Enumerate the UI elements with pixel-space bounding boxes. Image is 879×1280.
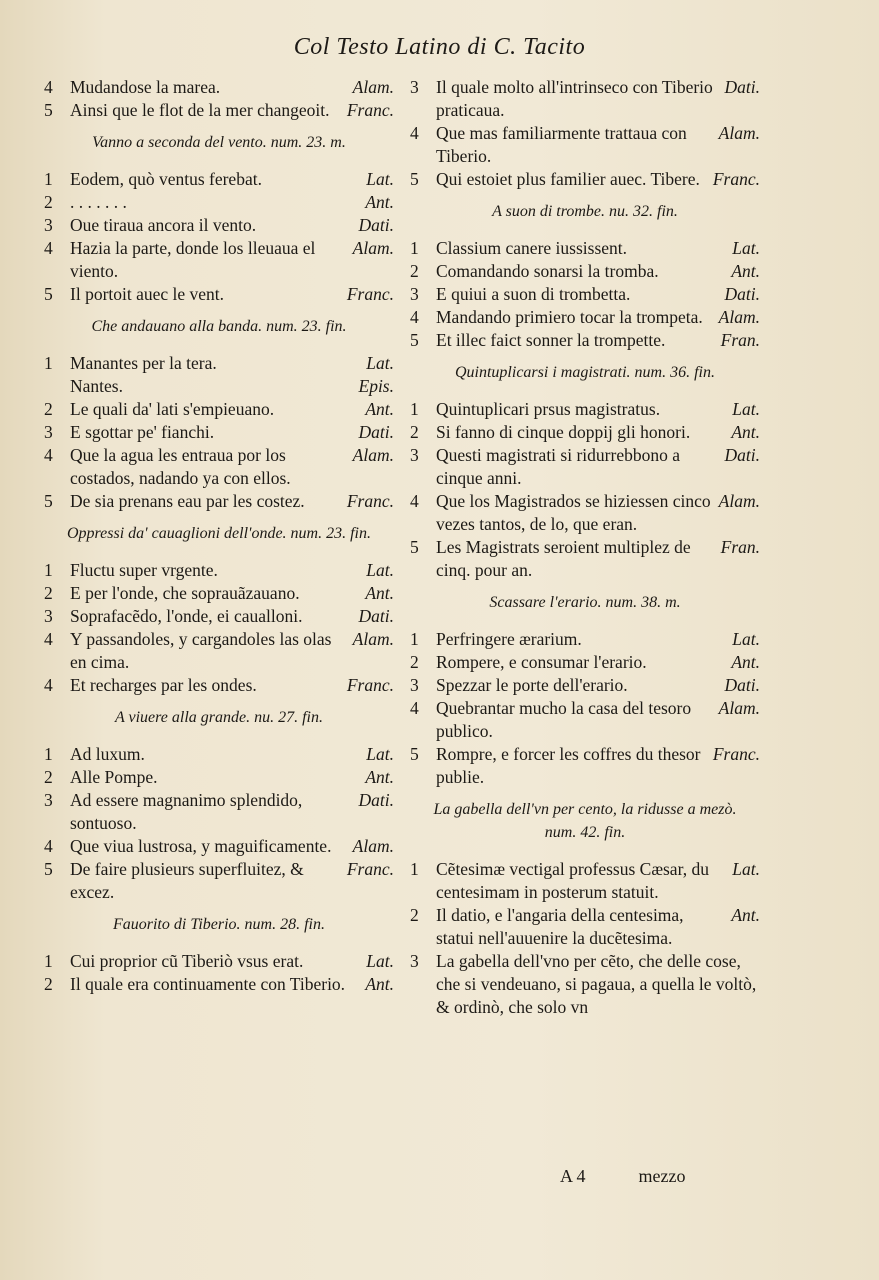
translation-entry: [410, 260, 760, 283]
entry-text: De sia prenans eau par les costez.: [70, 491, 305, 511]
section-heading: A viuere alla grande. nu. 27. fin.: [115, 709, 323, 726]
translation-entry: [44, 766, 394, 789]
translation-entry: [44, 99, 394, 122]
section-heading: Scassare l'erario. num. 38. m.: [489, 594, 681, 611]
translation-entry: [44, 789, 394, 835]
translation-entry: [44, 352, 394, 375]
entry-number: 4: [410, 491, 419, 511]
translation-entry: [44, 421, 394, 444]
source-tag: Franc.: [346, 100, 394, 120]
entry-text: E per l'onde, che soprauãzauano.: [70, 583, 300, 603]
entry-text: Quebrantar mucho la casa del tesoro publico.: [436, 698, 692, 741]
section-heading: A suon di trombe. nu. 32. fin.: [492, 203, 678, 220]
translation-entry: [44, 605, 394, 628]
entry-number: 3: [44, 606, 53, 626]
translation-entry: [44, 835, 394, 858]
catchword: mezzo: [638, 1166, 686, 1186]
section-heading: Oppressi da' cauaglioni dell'onde. num. 23. fin.: [66, 525, 371, 542]
entry-number: 5: [410, 537, 419, 557]
entry-text: Il portoit auec le vent.: [70, 284, 225, 304]
entry-text: Le quali da' lati s'empieuano.: [70, 399, 275, 419]
entry-text: Les Magistrats seroient multiplez de cinq. pour an.: [436, 537, 691, 580]
section-heading: Fauorito di Tiberio. num. 28. fin.: [112, 916, 325, 933]
translation-entry: [410, 237, 760, 260]
section-heading: Vanno a seconda del vento. num. 23. m.: [92, 134, 346, 151]
entry-number: 2: [44, 583, 53, 603]
entry-number: 4: [44, 238, 53, 258]
entry-number: 2: [44, 399, 53, 419]
entry-text: Perfringere ærarium.: [436, 629, 582, 649]
source-tag: Dati.: [358, 606, 394, 626]
source-tag: Lat.: [732, 399, 760, 419]
translation-entry: [410, 306, 760, 329]
section-heading: Quintuplicarsi i magistrati. num. 36. fin.: [454, 364, 715, 381]
entry-number: 5: [44, 284, 53, 304]
entry-number: 1: [44, 951, 53, 971]
entry-number: 2: [410, 652, 419, 672]
entry-text: Alle Pompe.: [70, 767, 158, 787]
translation-entry: [44, 444, 394, 490]
translation-entry: [410, 628, 760, 651]
translation-entry: [410, 858, 760, 904]
entry-text: Rompere, e consumar l'erario.: [436, 652, 647, 672]
source-tag: Alam.: [718, 491, 760, 511]
entry-number: 4: [410, 698, 419, 718]
source-tag: Lat.: [366, 744, 394, 764]
entry-text: . . . . . . .: [70, 192, 127, 212]
source-tag: Franc.: [346, 675, 394, 695]
entry-text: Y passandoles, y cargandoles las olas en cima.: [70, 629, 332, 672]
source-tag: Alam.: [352, 836, 394, 856]
entry-text: Il datio, e l'angaria della centesima, statui nell'auuenire la ducẽtesima.: [436, 905, 684, 948]
translation-entry: [410, 490, 760, 536]
entry-number: 5: [410, 330, 419, 350]
entry-number: 2: [44, 974, 53, 994]
translation-entry: [410, 421, 760, 444]
entry-text: Hazia la parte, donde los lleuaua el viento.: [70, 238, 316, 281]
translation-entry: [410, 904, 760, 950]
translation-entry: [410, 651, 760, 674]
source-tag: Franc.: [346, 859, 394, 879]
entry-text: Ad essere magnanimo splendido, sontuoso.: [70, 790, 303, 833]
source-tag: Franc.: [346, 491, 394, 511]
entry-number: 3: [44, 790, 53, 810]
source-tag: Alam.: [718, 307, 760, 327]
source-tag: Dati.: [724, 284, 760, 304]
translation-entry: [44, 950, 394, 973]
entry-number: 3: [410, 77, 419, 97]
entry-number: 3: [410, 445, 419, 465]
section-heading: La gabella dell'vn per cento, la ridusse a mezò. num. 42. fin.: [433, 801, 737, 841]
translation-entry: [44, 674, 394, 697]
entry-number: 4: [44, 675, 53, 695]
source-tag: Lat.: [732, 859, 760, 879]
translation-entry: [44, 76, 394, 99]
source-tag: Franc.: [712, 744, 760, 764]
entry-text: Fluctu super vrgente.: [70, 560, 218, 580]
translation-entry: [44, 973, 394, 996]
source-tag: Lat.: [732, 238, 760, 258]
source-tag: Dati.: [724, 675, 760, 695]
entry-text: Et illec faict sonner la trompette.: [436, 330, 666, 350]
source-tag: Dati.: [358, 790, 394, 810]
translation-entry: [410, 950, 760, 1019]
entry-text: E quiui a suon di trombetta.: [436, 284, 631, 304]
source-tag: Ant.: [731, 261, 760, 281]
translation-entry: [44, 375, 394, 398]
source-tag: Lat.: [732, 629, 760, 649]
entry-text: Rompre, e forcer les coffres du thesor publie.: [436, 744, 701, 787]
source-tag: Lat.: [366, 951, 394, 971]
entry-number: 4: [44, 629, 53, 649]
entry-text: Que mas familiarmente trattaua con Tiberio.: [436, 123, 687, 166]
entry-number: 4: [410, 123, 419, 143]
entry-text: Mudandose la marea.: [70, 77, 221, 97]
source-tag: Dati.: [724, 77, 760, 97]
entry-text: Cẽtesimæ vectigal professus Cæsar, du centesimam in posterum statuit.: [436, 859, 709, 902]
translation-entry: [410, 168, 760, 191]
source-tag: Alam.: [352, 238, 394, 258]
entry-text: Soprafacẽdo, l'onde, ei caualloni.: [70, 606, 303, 626]
entry-number: 4: [44, 445, 53, 465]
entry-text: E sgottar pe' fianchi.: [70, 422, 215, 442]
entry-number: 1: [410, 629, 419, 649]
entry-number: 5: [44, 859, 53, 879]
source-tag: Alam.: [352, 77, 394, 97]
translation-entry: [44, 283, 394, 306]
entry-number: 4: [44, 77, 53, 97]
entry-text: Qui estoiet plus familier auec. Tibere.: [436, 169, 700, 189]
source-tag: Dati.: [358, 215, 394, 235]
source-tag: Alam.: [352, 629, 394, 649]
entry-text: Si fanno di cinque doppij gli honori.: [436, 422, 691, 442]
entry-number: 1: [44, 560, 53, 580]
entry-text: Ainsi que le flot de la mer changeoit.: [70, 100, 330, 120]
translation-entry: [410, 536, 760, 582]
entry-number: 1: [410, 399, 419, 419]
source-tag: Ant.: [365, 767, 394, 787]
source-tag: Lat.: [366, 560, 394, 580]
left-column: [44, 76, 394, 996]
source-tag: Ant.: [731, 652, 760, 672]
translation-entry: [44, 398, 394, 421]
entry-number: 1: [410, 859, 419, 879]
translation-entry: [410, 743, 760, 789]
entry-text: Classium canere iussissent.: [436, 238, 628, 258]
translation-entry: [44, 490, 394, 513]
translation-entry: [410, 398, 760, 421]
entry-text: Nantes.: [70, 376, 123, 396]
translation-entry: [44, 743, 394, 766]
entry-number: 2: [410, 905, 419, 925]
entry-number: 3: [410, 284, 419, 304]
entry-number: 2: [410, 422, 419, 442]
translation-entry: [410, 444, 760, 490]
entry-text: Il quale molto all'intrinseco con Tiberio praticaua.: [436, 77, 713, 120]
entry-text: Quintuplicari prsus magistratus.: [436, 399, 661, 419]
page-footer: [560, 1166, 760, 1187]
entry-text: Mandando primiero tocar la trompeta.: [436, 307, 703, 327]
signature-mark: A 4: [560, 1166, 586, 1186]
entry-number: 4: [44, 836, 53, 856]
entry-number: 1: [44, 744, 53, 764]
entry-number: 3: [44, 215, 53, 235]
entry-text: De faire plusieurs superfluitez, & excez.: [70, 859, 304, 902]
source-tag: Dati.: [358, 422, 394, 442]
translation-entry: [44, 191, 394, 214]
entry-number: 5: [44, 491, 53, 511]
running-head: Col Testo Latino di C. Tacito: [293, 34, 586, 60]
source-tag: Ant.: [365, 192, 394, 212]
source-tag: Franc.: [712, 169, 760, 189]
entry-number: 1: [44, 169, 53, 189]
translation-entry: [410, 283, 760, 306]
entry-number: 5: [410, 169, 419, 189]
source-tag: Ant.: [365, 974, 394, 994]
entry-text: Cui proprior cũ Tiberiò vsus erat.: [70, 951, 304, 971]
entry-number: 2: [410, 261, 419, 281]
translation-entry: [44, 168, 394, 191]
translation-entry: [44, 628, 394, 674]
source-tag: Alam.: [352, 445, 394, 465]
source-tag: Lat.: [366, 353, 394, 373]
entry-number: 5: [44, 100, 53, 120]
entry-text: Oue tiraua ancora il vento.: [70, 215, 257, 235]
translation-entry: [44, 237, 394, 283]
source-tag: Fran.: [720, 330, 760, 350]
source-tag: Fran.: [720, 537, 760, 557]
entry-number: 5: [410, 744, 419, 764]
source-tag: Ant.: [365, 583, 394, 603]
entry-text: Que los Magistrados se hiziessen cinco vezes tantos, de lo, que eran.: [436, 491, 711, 534]
translation-entry: [44, 559, 394, 582]
source-tag: Epis.: [358, 376, 394, 396]
entry-text: Que viua lustrosa, y maguificamente.: [70, 836, 332, 856]
entry-text: Spezzar le porte dell'erario.: [436, 675, 628, 695]
entry-number: 3: [410, 951, 419, 971]
right-column: [410, 76, 760, 1019]
source-tag: Lat.: [366, 169, 394, 189]
entry-number: 2: [44, 767, 53, 787]
source-tag: Dati.: [724, 445, 760, 465]
entry-number: 2: [44, 192, 53, 212]
translation-entry: [44, 582, 394, 605]
entry-text: Il quale era continuamente con Tiberio.: [70, 974, 346, 994]
entry-text: Manantes per la tera.: [70, 353, 217, 373]
translation-entry: [410, 76, 760, 122]
entry-number: 4: [410, 307, 419, 327]
translation-entry: [410, 329, 760, 352]
translation-entry: [44, 214, 394, 237]
entry-number: 3: [44, 422, 53, 442]
source-tag: Franc.: [346, 284, 394, 304]
translation-entry: [410, 674, 760, 697]
source-tag: Ant.: [731, 422, 760, 442]
translation-entry: [410, 697, 760, 743]
entry-text: Questi magistrati si ridurrebbono a cinque anni.: [436, 445, 680, 488]
source-tag: Alam.: [718, 123, 760, 143]
source-tag: Ant.: [365, 399, 394, 419]
source-tag: Alam.: [718, 698, 760, 718]
entry-text: Ad luxum.: [70, 744, 145, 764]
entry-number: 1: [44, 353, 53, 373]
entry-number: 3: [410, 675, 419, 695]
translation-entry: [44, 858, 394, 904]
source-tag: Ant.: [731, 905, 760, 925]
entry-text: Eodem, quò ventus ferebat.: [70, 169, 262, 189]
section-heading: Che andauano alla banda. num. 23. fin.: [91, 318, 347, 335]
entry-text: Comandando sonarsi la tromba.: [436, 261, 659, 281]
translation-entry: [410, 122, 760, 168]
entry-number: 1: [410, 238, 419, 258]
entry-text: Et recharges par les ondes.: [70, 675, 257, 695]
entry-text: La gabella dell'vno per cẽto, che delle cose, che si vendeuano, si pagaua, a quella le voltò, & ordinò, che solo vn: [436, 951, 757, 1017]
entry-text: Que la agua les entraua por los costados, nadando ya con ellos.: [70, 445, 291, 488]
